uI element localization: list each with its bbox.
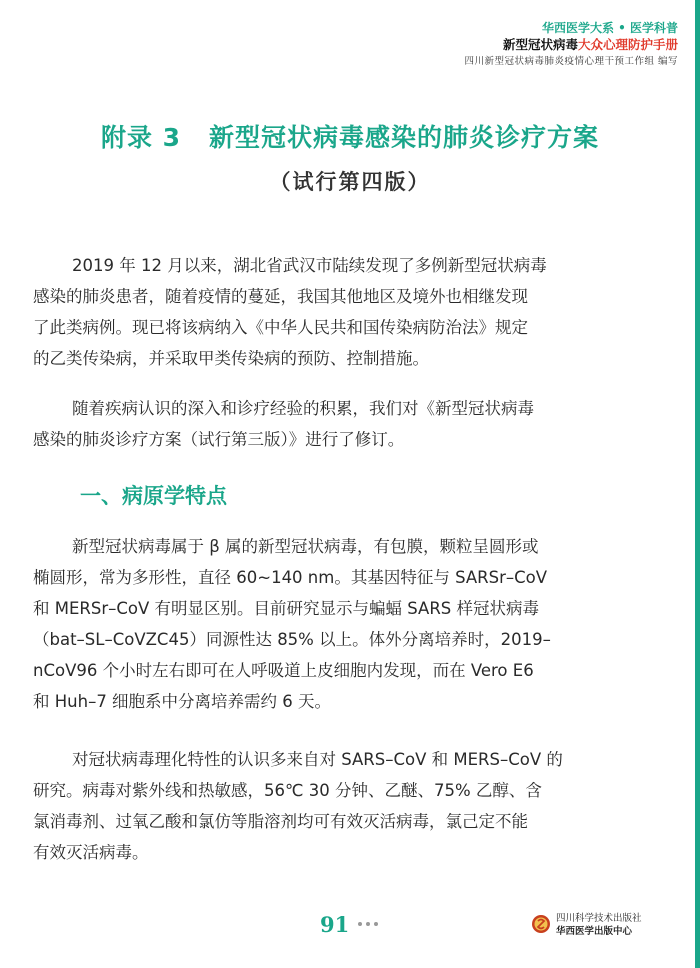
publisher-name: 四川科学技术出版社 [556,913,642,924]
text-line: 2019 年 12 月以来，湖北省武汉市陆续发现了多例新型冠状病毒 [72,256,547,275]
section-heading: 一、病原学特点 [80,484,227,508]
dot [366,922,370,926]
publisher-block [556,912,642,938]
text-line: （bat–SL–CoVZC45）同源性达 85% 以上。体外分离培养时，2019– [33,630,551,649]
book-title-main: 新型冠状病毒 [502,37,578,52]
intro-paragraph-1 [33,250,663,374]
book-title [464,36,678,54]
series-title: 华西医学大系 • 医学科普 [541,21,678,35]
section-paragraph-1 [33,531,663,717]
text-line: 的乙类传染病，并采取甲类传染病的预防、控制措施。 [33,349,429,368]
text-line: 和 MERSr–CoV 有明显区别。目前研究显示与蝙蝠 SARS 样冠状病毒 [33,599,540,618]
text-line: 新型冠状病毒属于 β 属的新型冠状病毒，有包膜，颗粒呈圆形或 [72,537,539,556]
text-line: 感染的肺炎诊疗方案（试行第三版）》进行了修订。 [33,430,405,449]
text-line: 有效灭活病毒。 [33,843,149,862]
appendix-subtitle: （试行第四版） [269,169,431,194]
dot [374,922,378,926]
running-header [464,20,678,70]
text-line: 椭圆形，常为多形性，直径 60~140 nm。其基因特征与 SARSr–CoV [33,568,548,587]
section-paragraph-2 [33,744,663,868]
text-line: 和 Huh–7 细胞系中分离培养需约 6 天。 [33,692,332,711]
appendix-label: 附录 3 [100,123,182,152]
appendix-title [0,118,700,154]
text-line: 氯消毒剂、过氧乙酸和氯仿等脂溶剂均可有效灭活病毒，氯己定不能 [33,812,528,831]
publisher-center: 华西医学出版中心 [556,926,633,937]
book-title-accent: 大众心理防护手册 [577,37,678,52]
text-line: 感染的肺炎患者，随着疫情的蔓延，我国其他地区及境外也相继发现 [33,287,528,306]
editor-credit: 四川新型冠状病毒肺炎疫情心理干预工作组 编写 [464,56,678,67]
text-line: 了此类病例。现已将该病纳入《中华人民共和国传染病防治法》规定 [33,318,528,337]
appendix-heading: 新型冠状病毒感染的肺炎诊疗方案 [209,123,600,152]
text-line: nCoV96 个小时左右即可在人呼吸道上皮细胞内发现，而在 Vero E6 [33,661,534,680]
text-line: 研究。病毒对紫外线和热敏感，56℃ 30 分钟、乙醚、75% 乙醇、含 [33,781,542,800]
text-line: 随着疾病认识的深入和诊疗经验的积累，我们对《新型冠状病毒 [72,399,534,418]
intro-paragraph-2 [33,393,663,455]
page-number: 91 [320,912,350,937]
publisher-seal-icon [531,914,551,934]
dot [358,922,362,926]
text-line: 对冠状病毒理化特性的认识多来自对 SARS–CoV 和 MERS–CoV 的 [72,750,563,769]
page-dots [358,922,378,926]
